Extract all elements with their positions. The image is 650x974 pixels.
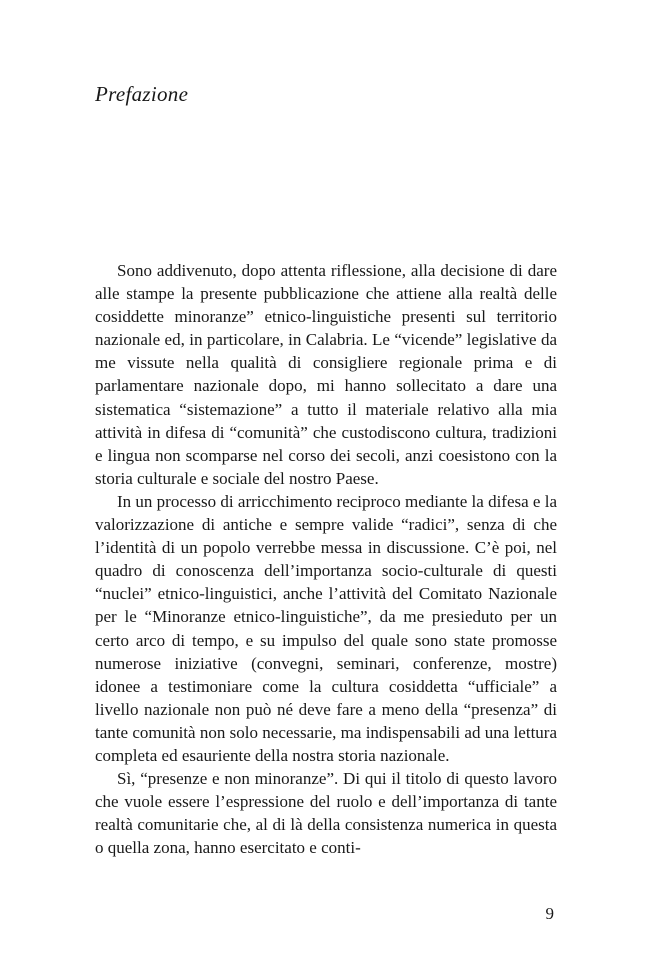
- paragraph-2: In un processo di arricchimento reciproco mediante la difesa e la valorizzazione di antiche e sempre valide “radici”, senza di che l’identità di un popolo verrebbe messa in discussione. C’è poi, nel quadro di conoscenza dell’importanza socio-culturale di questi “nuclei” etnico-linguistici, anche l’attività del Comitato Nazionale per le “Minoranze etnico-linguistiche”, da me presieduto per un certo arco di tempo, e su impulso del quale sono state promosse numerose iniziative (convegni, seminari, conferenze, mostre) idonee a testimoniare come la cultura cosiddetta “ufficiale” a livello nazionale non può né deve fare a meno della “presenza” di tante comunità non solo necessarie, ma indispensabili ad una lettura completa ed esauriente della nostra storia nazionale.: [95, 491, 557, 765]
- page-number: 9: [545, 904, 554, 923]
- page-body: [95, 259, 557, 859]
- paragraph-1: Sono addivenuto, dopo attenta riflessione, alla decisione di dare alle stampe la presente pubblicazione che attiene alla realtà delle cosiddette minoranze” etnico-linguistiche presenti sul territorio nazionale ed, in particolare, in Calabria. Le “vicende” legislative da me vissute nella qualità di consigliere regionale prima e di parlamentare nazionale dopo, mi hanno sollecitato a dare una sistematica “sistemazione” a tutto il materiale relativo alla mia attività in difesa di “comunità” che custodiscono cultura, tradizioni e lingua non scomparse nel corso dei secoli, anzi coesistono con la storia culturale e sociale del nostro Paese.: [95, 261, 557, 488]
- paragraph-3: Sì, “presenze e non minoranze”. Di qui il titolo di questo lavoro che vuole essere l’espressione del ruolo e dell’importanza di tante realtà comunitarie che, al di là della consistenza numerica in questa o quella zona, hanno esercitato e conti-: [95, 769, 557, 858]
- page-title: Prefazione: [95, 82, 189, 106]
